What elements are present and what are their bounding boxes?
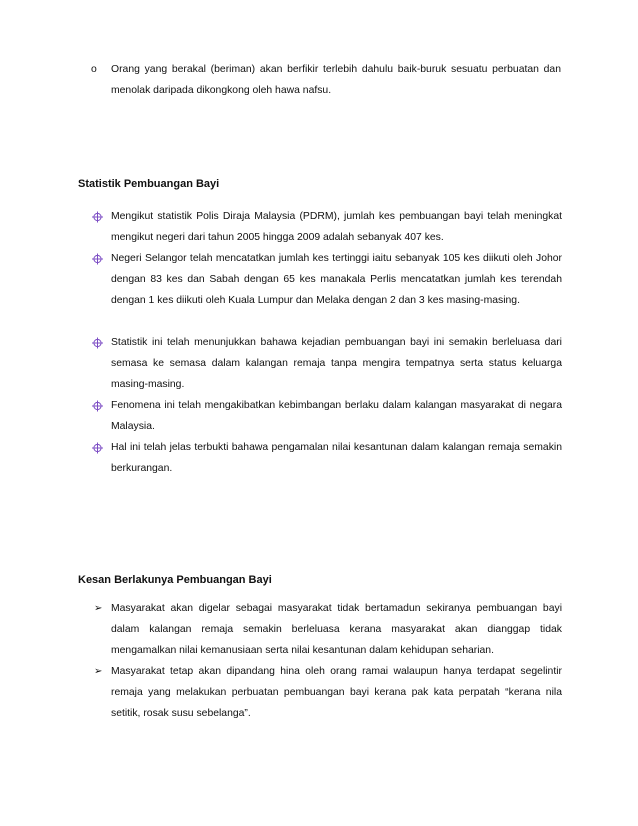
list-item: Masyarakat akan digelar sebagai masyarakat tidak bertamadun sekiranya pembuangan bayi dalam kalangan remaja semakin berleluasa kerana masyarakat akan dianggap tidak mengamalkan nilai kemanusiaan serta nilai kesantunan dalam kehidupan seharian.	[111, 603, 562, 656]
circle-cross-icon	[92, 437, 103, 458]
list-item: Fenomena ini telah mengakibatkan kebimbangan berlaku dalam kalangan masyarakat di negara Malaysia.	[111, 400, 562, 432]
circle-cross-icon	[92, 248, 103, 269]
list-item: Mengikut statistik Polis Diraja Malaysia (PDRM), jumlah kes pembuangan bayi telah meningkat mengikut negeri dari tahun 2005 hingga 2009 adalah sebanyak 407 kes.	[111, 211, 562, 243]
arrow-bullet-icon: ➢	[94, 603, 103, 614]
circle-bullet-icon: o	[91, 64, 97, 75]
section-heading: Kesan Berlakunya Pembuangan Bayi	[78, 574, 272, 586]
circle-cross-icon	[92, 206, 103, 227]
circle-cross-icon	[92, 395, 103, 416]
arrow-bullet-icon: ➢	[94, 666, 103, 677]
section-heading: Statistik Pembuangan Bayi	[78, 178, 220, 190]
list-item: Hal ini telah jelas terbukti bahawa pengamalan nilai kesantunan dalam kalangan remaja semakin berkurangan.	[111, 442, 562, 474]
list-item: Orang yang berakal (beriman) akan berfikir terlebih dahulu baik-buruk sesuatu perbuatan dan menolak daripada dikongkong oleh hawa nafsu.	[111, 64, 561, 96]
list-item: Negeri Selangor telah mencatatkan jumlah kes tertinggi iaitu sebanyak 105 kes diikuti oleh Johor dengan 83 kes dan Sabah dengan 65 kes manakala Perlis mencatatkan jumlah kes terendah dengan 1 kes diikuti oleh Kuala Lumpur dan Melaka dengan 2 dan 3 kes masing-masing.	[111, 253, 562, 306]
list-item: Statistik ini telah menunjukkan bahawa kejadian pembuangan bayi ini semakin berleluasa dari semasa ke semasa dalam kalangan remaja tanpa mengira tempatnya serta status keluarga masing-masing.	[111, 337, 562, 390]
circle-cross-icon	[92, 332, 103, 353]
list-item: Masyarakat tetap akan dipandang hina oleh orang ramai walaupun hanya terdapat segelintir remaja yang melakukan perbuatan pembuangan bayi kerana pak kata perpatah “kerana nila setitik, rosak susu sebelanga”.	[111, 666, 562, 719]
